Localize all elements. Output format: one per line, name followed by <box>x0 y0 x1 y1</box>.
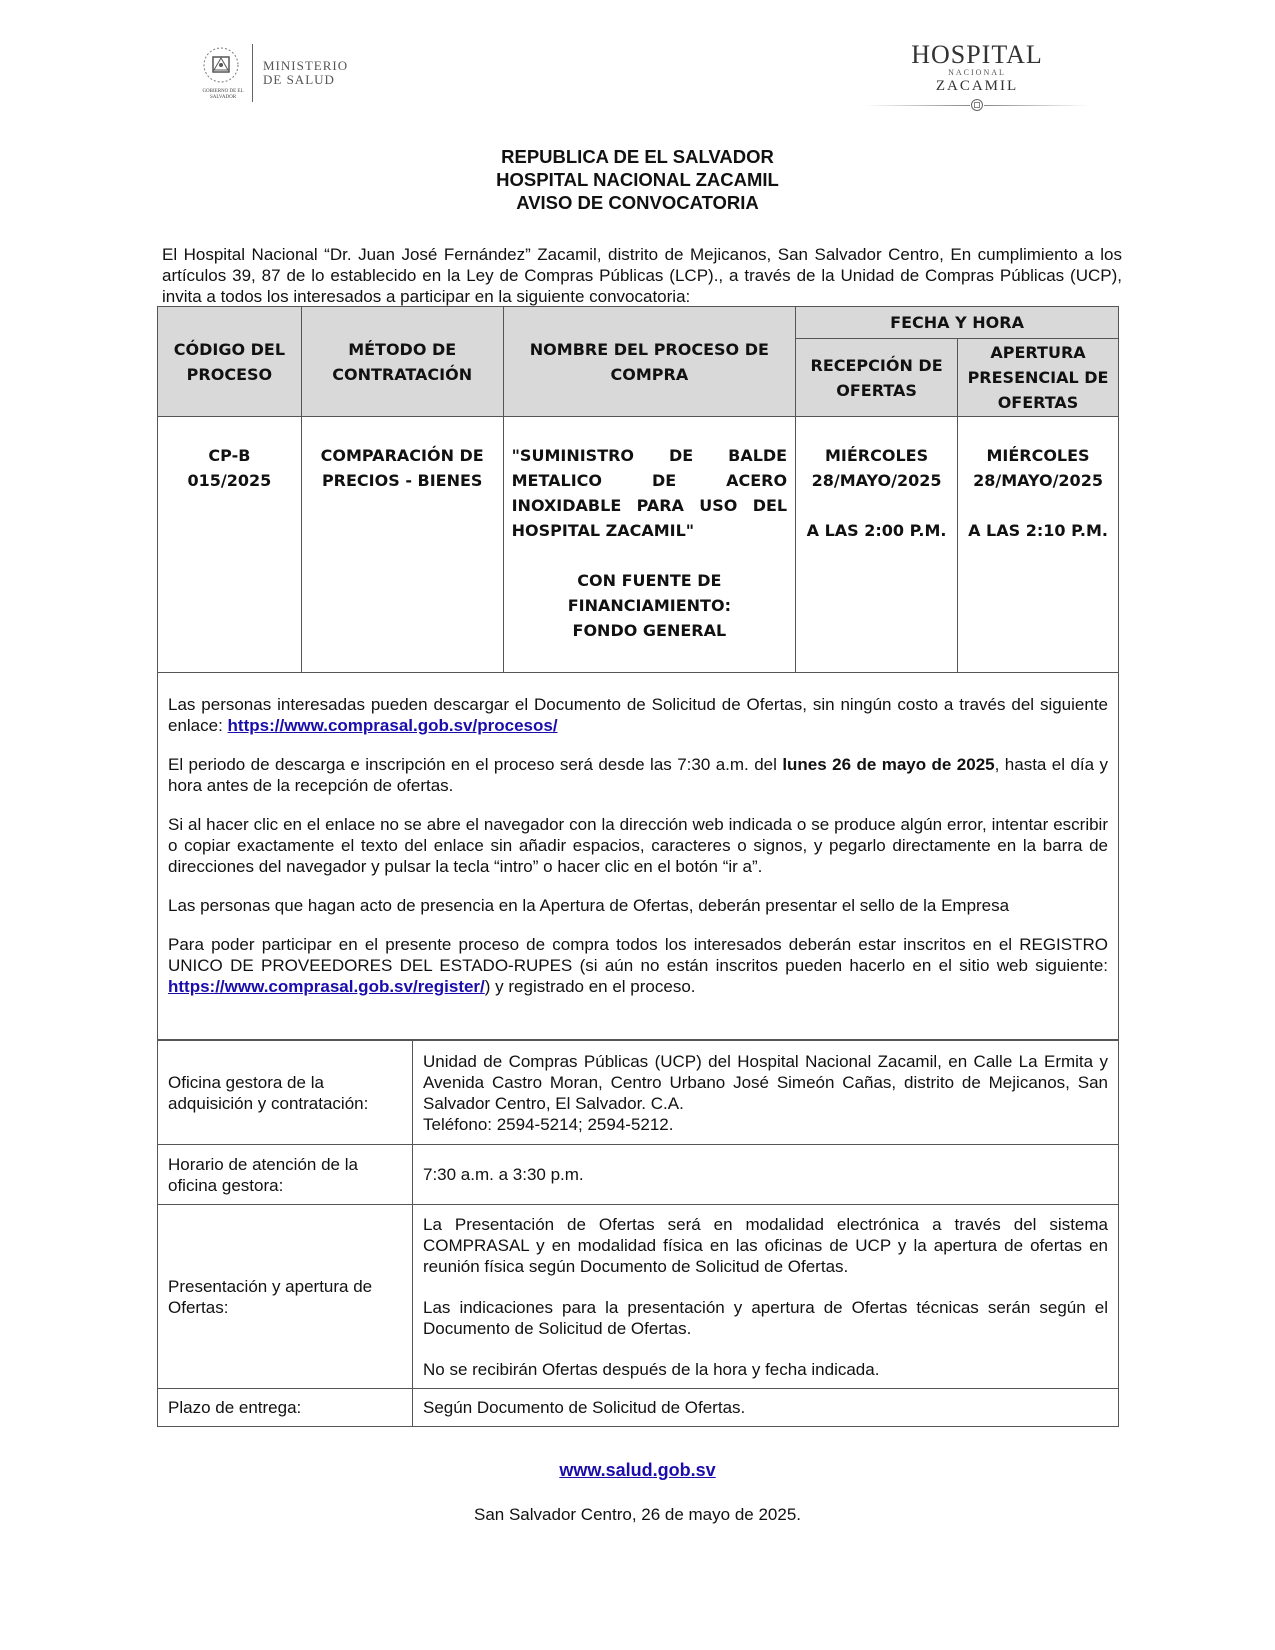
header-fecha-hora: FECHA Y HORA <box>796 307 1119 339</box>
presentacion-para1: La Presentación de Ofertas será en modalidad electrónica a través del sistema COMPRASAL y en modalidad física en las oficinas de UCP y la apertura de ofertas en reunión física según Documento de Solicitud de Ofertas. <box>423 1214 1108 1276</box>
oficina-phone: Teléfono: 2594-5214; 2594-5212. <box>423 1114 674 1134</box>
ministry-name <box>263 59 348 87</box>
register-link[interactable]: https://www.comprasal.gob.sv/register/ <box>168 977 485 996</box>
cell-metodo: COMPARACIÓN DE PRECIOS - BIENES <box>301 417 503 673</box>
small-seal-icon <box>970 98 984 112</box>
funding-line2: FINANCIAMIENTO: <box>567 596 731 615</box>
horario-value: 7:30 a.m. a 3:30 p.m. <box>413 1145 1119 1205</box>
plazo-label: Plazo de entrega: <box>158 1389 413 1427</box>
logo-divider <box>252 44 253 102</box>
recepcion-date: MIÉRCOLES 28/MAYO/2025 <box>811 446 942 490</box>
footer-website <box>0 1460 1275 1481</box>
footer-date: San Salvador Centro, 26 de mayo de 2025. <box>474 1505 801 1524</box>
presentacion-value <box>413 1205 1119 1389</box>
hospital-word: HOSPITAL <box>911 40 1043 69</box>
process-name <box>512 443 788 543</box>
info-period <box>168 754 1108 796</box>
salud-website-link[interactable]: www.salud.gob.sv <box>559 1460 716 1480</box>
zacamil-word: ZACAMIL <box>935 78 1019 94</box>
info-download <box>168 694 1108 736</box>
period-text-post: , hasta el día y hora antes de la recepción de ofertas. <box>168 755 1108 795</box>
ministry-line1: MINISTERIO <box>263 58 349 73</box>
intro-paragraph: El Hospital Nacional “Dr. Juan José Fernández” Zacamil, distrito de Mejicanos, San Salvador Centro, En cumplimiento a los artículos 39, 87 de lo establecido en la Ley de Compras Públicas (LCP)., a través de la Unidad de Compras Públicas (UCP), invita a todos los interesados a participar en la siguiente convocatoria: <box>162 245 1122 306</box>
process-name-last: HOSPITAL ZACAMIL" <box>511 521 695 540</box>
funding-line3: FONDO GENERAL <box>572 621 727 640</box>
header-codigo: CÓDIGO DEL PROCESO <box>158 307 302 417</box>
header-metodo: MÉTODO DE CONTRATACIÓN <box>301 307 503 417</box>
apertura-time: A LAS 2:10 P.M. <box>968 521 1108 540</box>
title-hospital: HOSPITAL NACIONAL ZACAMIL <box>496 169 779 190</box>
presentacion-para3: No se recibirán Ofertas después de la hora y fecha indicada. <box>423 1359 880 1379</box>
table-row <box>158 417 1119 673</box>
cell-codigo: CP-B 015/2025 <box>158 417 302 673</box>
presentacion-label: Presentación y apertura de Ofertas: <box>158 1205 413 1389</box>
period-date: lunes 26 de mayo de 2025 <box>782 755 995 774</box>
table-row <box>158 1389 1119 1427</box>
recepcion-time: A LAS 2:00 P.M. <box>806 521 947 540</box>
nacional-word: NACIONAL <box>948 68 1006 77</box>
info-box <box>157 672 1119 1040</box>
info-rupes <box>168 934 1108 997</box>
table-row <box>158 1145 1119 1205</box>
coat-of-arms-icon <box>198 45 244 101</box>
period-text-pre: El periodo de descarga e inscripción en el proceso será desde las 7:30 a.m. del <box>168 755 783 774</box>
rupes-text-pre: Para poder participar en el presente proceso de compra todos los interesados deberán estar inscritos en el REGISTRO UNICO DE PROVEEDORES DEL ESTADO-RUPES (si aún no están inscritos pueden hacerlo en el sitio web siguiente: <box>168 935 1108 975</box>
process-name-main: "SUMINISTRO DE BALDE METALICO DE ACERO INOXIDABLE PARA USO DEL <box>511 446 788 515</box>
oficina-address: Unidad de Compras Públicas (UCP) del Hospital Nacional Zacamil, en Calle La Ermita y Avenida Castro Moran, Centro Urbano José Simeón Cañas, distrito de Mejicanos, San Salvador Centro, El Salvador. C.A. <box>423 1051 1108 1113</box>
cell-apertura <box>958 417 1119 673</box>
hospital-zacamil-logo <box>852 42 1102 112</box>
plazo-value: Según Documento de Solicitud de Ofertas. <box>413 1389 1119 1427</box>
ministerio-salud-logo <box>198 42 348 104</box>
download-text: Las personas interesadas pueden descargar el Documento de Solicitud de Ofertas, sin ningún costo a través del siguiente enlace: <box>168 695 1108 735</box>
info-sello: Las personas que hagan acto de presencia en la Apertura de Ofertas, deberán presentar el sello de la Empresa <box>168 896 1010 915</box>
cell-nombre <box>503 417 796 673</box>
title-aviso: AVISO DE CONVOCATORIA <box>516 192 759 213</box>
header-nombre: NOMBRE DEL PROCESO DE COMPRA <box>503 307 796 417</box>
info-link-help: Si al hacer clic en el enlace no se abre el navegador con la dirección web indicada o se produce algún error, intentar escribir o copiar exactamente el texto del enlace sin añadir espacios, caracteres o signos, y pegarlo directamente en la barra de direcciones del navegador y pulsar la tecla “intro” o hacer clic en el botón “ir a”. <box>168 815 1108 876</box>
horario-label: Horario de atención de la oficina gestora: <box>158 1145 413 1205</box>
header-apertura: APERTURA PRESENCIAL DE OFERTAS <box>958 339 1119 417</box>
ministry-line2: DE SALUD <box>263 72 335 87</box>
cell-recepcion <box>796 417 958 673</box>
rupes-text-post: ) y registrado en el proceso. <box>484 977 696 996</box>
header-recepcion: RECEPCIÓN DE OFERTAS <box>796 339 958 417</box>
apertura-date: MIÉRCOLES 28/MAYO/2025 <box>973 446 1103 490</box>
document-titles <box>0 145 1275 214</box>
funding-line1: CON FUENTE DE <box>577 571 722 590</box>
gobierno-text: GOBIERNO DE EL SALVADOR <box>202 89 244 100</box>
presentacion-para2: Las indicaciones para la presentación y apertura de Ofertas técnicas serán según el Documento de Solicitud de Ofertas. <box>423 1297 1108 1338</box>
procesos-link[interactable]: https://www.comprasal.gob.sv/procesos/ <box>227 716 558 735</box>
oficina-value <box>413 1041 1119 1145</box>
details-table <box>157 1040 1119 1427</box>
convocatoria-table <box>157 306 1119 673</box>
funding-source <box>512 568 788 643</box>
title-republica: REPUBLICA DE EL SALVADOR <box>501 146 774 167</box>
table-row <box>158 1205 1119 1389</box>
oficina-label: Oficina gestora de la adquisición y contratación: <box>158 1041 413 1145</box>
logo-underline <box>852 98 1102 112</box>
table-row <box>158 1041 1119 1145</box>
